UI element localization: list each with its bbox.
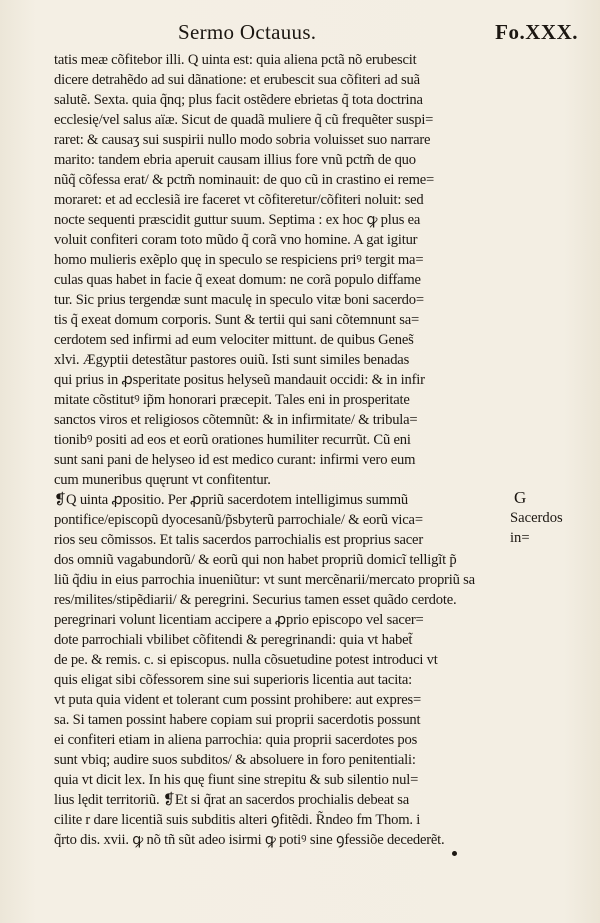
text-line: ecclesię/vel salus aïæ. Sicut de quadã muliere q̃ cũ frequẽter suspi= [54,112,434,128]
text-line: cilite r dare licentiã suis subditis alteri ꝯfitẽdi. R̃ndeo fm Thom. i [54,812,421,828]
text-line: nũq̃ cõfessa erat/ & pctm̃ nominauit: de quo cũ in crastino ei reme= [54,172,435,188]
text-line: vt puta quia vident et tolerant cum possint prohibere: aut expres= [54,692,422,708]
text-line: moraret: et ad ecclesiã ire faceret vt cõfiteretur/cõfiteri noluit: sed [54,192,424,208]
margin-gloss-line: in= [510,530,530,546]
margin-gloss [510,488,600,548]
text-line: dote parrochiali vbilibet cõfitendi & peregrinandi: quia vt habet̃ [54,632,413,648]
text-line: tis q̃ exeat domum corporis. Sunt & tertii qui sani cõtemnunt sa= [54,312,420,328]
text-line: mitate cõstitutꝰ ip̃m honorari præcepit. Tales eni in prosperitate [54,392,410,408]
text-line: homo mulieris exẽplo quę in speculo se respiciens priꝰ tergit ma= [54,252,424,268]
text-line: salutẽ. Sexta. quia q̃nq; plus facit ostẽdere ebrietas q̃ tota doctrina [54,92,423,108]
text-line: quia vt dicit lex. In his quę fiunt sine strepitu & sub silentio nul= [54,772,419,788]
text-line: xlvi. Ægyptii detestãtur pastores ouiũ. Isti sunt similes benadas [54,352,410,368]
text-line: nocte sequenti præscidit guttur suum. Septima : ex hoc ꝙ plus ea [54,212,421,228]
text-line: res/milites/stipẽdiarii/ & peregrini. Securius tamen esset quãdo cerdote. [54,592,457,608]
text-line: de pe. & remis. c. si episcopus. nulla cõsuetudine potest introduci vt [54,652,438,668]
folio-number: Fo.XXX. [495,20,578,44]
margin-gloss-line: G [514,488,527,507]
text-line: tur. Sic prius tergendæ sunt maculę in speculo vitæ boni sacerdo= [54,292,424,308]
text-line: sunt vbiq; audire suos subditos/ & absoluere in foro penitentiali: [54,752,416,768]
text-line: tatis meæ cõfitebor illi. Q uinta est: quia aliena pctã nõ erubescit [54,52,417,68]
text-line: lius lędit territoriũ. ❡Et si q̃rat an sacerdos prochialis debeat sa [54,792,410,808]
text-line: ❡Q uinta ꝓpositio. Per ꝓpriũ sacerdotem intelligimus summũ [54,492,408,508]
text-line: dicere detrahẽdo ad sui dãnatione: et erubescit sua cõfiteri ad suã [54,72,420,88]
text-line: marito: tandem ebria aperuit causam illius fore vnũ pctm̃ de quo [54,152,416,168]
text-line: quis eligat sibi cõfessorem sine sui superioris licentia aut tacita: [54,672,413,688]
running-title: Sermo Octauus. [178,20,317,44]
bullet-mark [452,851,457,856]
text-line: culas quas habet in facie q̃ exeat domum: ne corã populo diffame [54,272,421,288]
text-line: qui prius in ꝓsperitate positus helyseũ mandauit occidi: & in infir [54,372,425,388]
margin-gloss-line: Sacerdos [510,510,563,526]
text-line: sanctos viros et religiosos cõtemnũt: & in infirmitate/ & tribula= [54,412,418,428]
text-line: peregrinari volunt licentiam accipere a ꝓprio episcopo vel sacer= [54,612,424,628]
text-line: liũ q̃diu in eius parrochia inueniũtur: vt sunt mercẽnarii/mercato propriũ sa [54,572,475,588]
text-line: cerdotem sed infirmi ad eum velociter mittunt. de quibus Genes̃ [54,332,414,348]
text-line: dos omniũ vagabundorũ/ & eorũ qui non habet propriũ domicĩ telligĩt p̃ [54,552,457,568]
text-line: sunt sani pani de helyseo id est medico curant: infirmi vero eum [54,452,416,468]
text-line: raret: & causaʒ sui suspirii nullo modo sobria voluisset suo narrare [54,132,431,148]
text-line: rios seu cõmissos. Et talis sacerdos parrochialis est proprius sacer [54,532,423,548]
page-header [170,20,590,48]
text-line: pontifice/episcopũ dyocesanũ/p̃sbyterũ parrochiale/ & eorũ vica= [54,512,423,528]
text-line: q̃rto dis. xvii. ꝙ nõ tñ sũt adeo isirmi ꝙ potiꝰ sine ꝯfessiõe decederẽt. [54,832,445,848]
text-line: ei confiteri etiam in aliena parrochia: quia proprii sacerdotes pos [54,732,418,748]
body-text [54,50,516,850]
text-line: cum muneribus quęrunt vt confitentur. [54,472,271,488]
text-line: voluit confiteri coram toto mũdo q̃ corã vno homine. A gat igitur [54,232,418,248]
text-line: sa. Si tamen possint habere copiam sui proprii sacerdotis possunt [54,712,421,728]
text-line: tionibꝰ positi ad eos et eorũ orationes humiliter recurrũt. Cũ eni [54,432,411,448]
